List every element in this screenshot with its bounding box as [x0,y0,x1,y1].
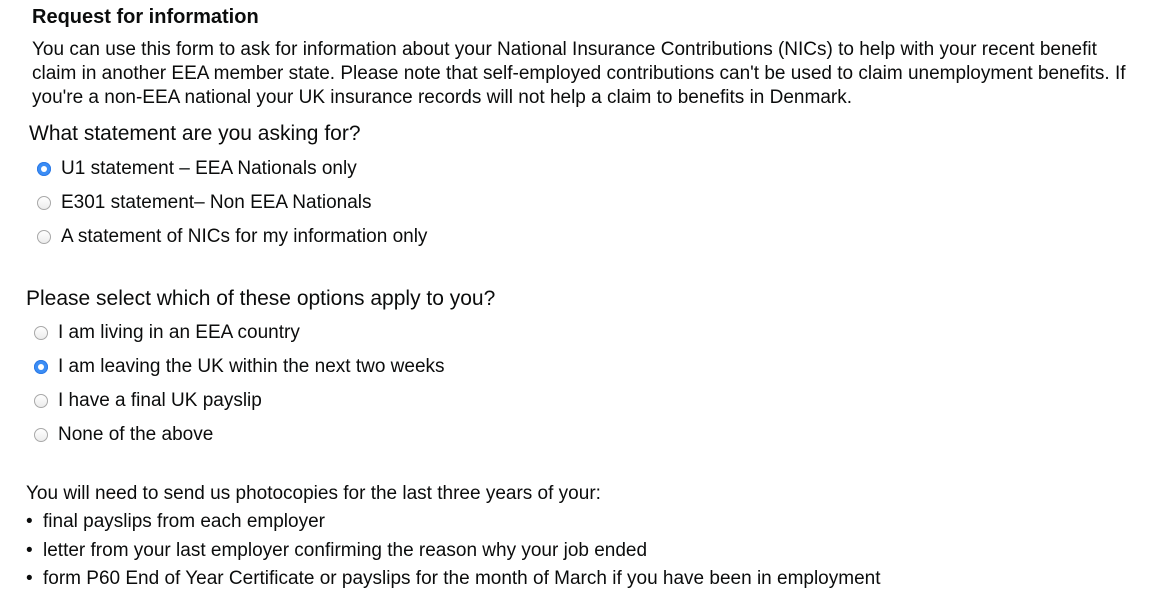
radio-button[interactable] [37,162,51,176]
radio-label: U1 statement – EEA Nationals only [61,158,357,179]
bullet-icon: • [26,539,33,561]
situation-option-none[interactable] [34,422,213,448]
radio-label: None of the above [58,424,214,445]
list-item-text: letter from your last employer confirming the reason why your job ended [43,539,648,561]
situation-option-leaving-uk[interactable] [34,354,445,380]
form-title: Request for information [32,6,259,28]
statement-option-nics-info[interactable] [37,224,427,250]
form-intro-text: You can use this form to ask for information about your National Insurance Contributions (NICs) to help with your recent benefit claim in another EEA member state. Please note that self-employed contributions can't be used to claim unemployment benefits. If you're a non-EEA national your UK insurance records will not help a claim to benefits in Denmark. [32,39,1126,108]
radio-button[interactable] [34,326,48,340]
radio-button[interactable] [34,360,48,374]
list-item [26,537,881,566]
statement-question-label: What statement are you asking for? [29,122,361,145]
list-item [26,565,881,594]
radio-button[interactable] [37,196,51,210]
documents-intro: You will need to send us photocopies for the last three years of your: [26,483,601,504]
radio-label: I am leaving the UK within the next two weeks [58,356,445,377]
documents-list [26,508,881,594]
bullet-icon: • [26,568,33,589]
radio-label: I have a final UK payslip [58,390,262,411]
radio-button[interactable] [34,394,48,408]
statement-option-e301[interactable] [37,190,372,216]
situation-option-final-payslip[interactable] [34,388,262,414]
radio-label: I am living in an EEA country [58,322,300,343]
radio-label: A statement of NICs for my information only [61,226,428,247]
situation-question-label: Please select which of these options apply to you? [26,287,496,310]
list-item [26,508,881,537]
radio-button[interactable] [34,428,48,442]
list-item-text: form P60 End of Year Certificate or payslips for the month of March if you have been in employment [43,568,881,589]
statement-option-u1[interactable] [37,156,357,182]
bullet-icon: • [26,511,33,532]
radio-label: E301 statement– Non EEA Nationals [61,192,372,213]
radio-button[interactable] [37,230,51,244]
list-item-text: final payslips from each employer [43,511,325,532]
situation-option-living-eea[interactable] [34,320,300,346]
